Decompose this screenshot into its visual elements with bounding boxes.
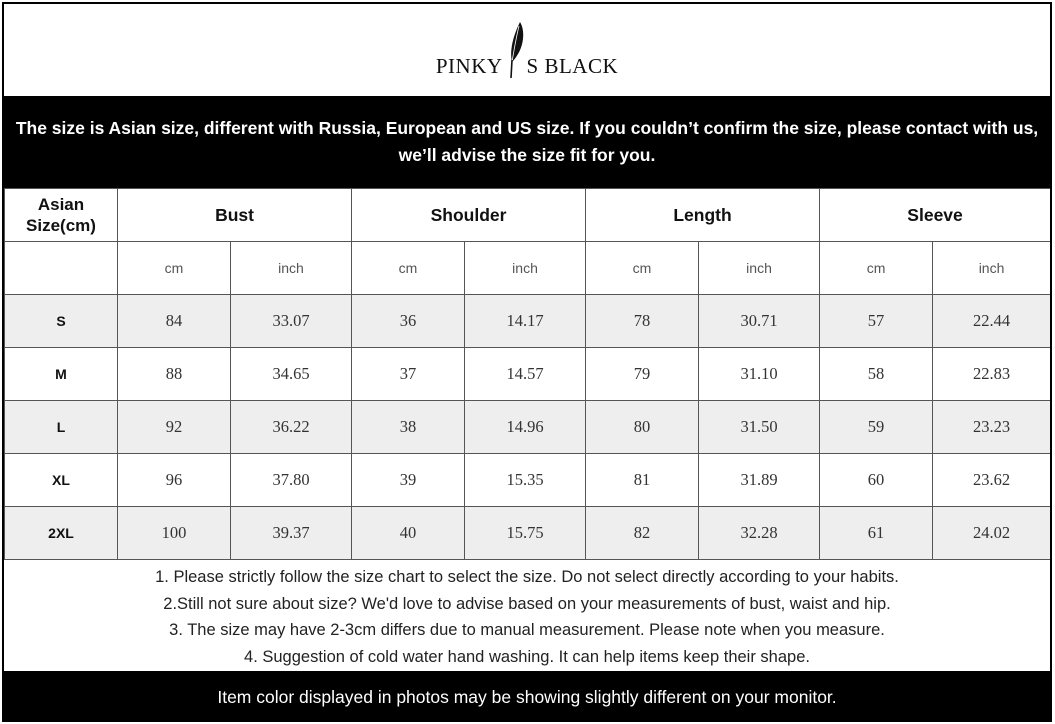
value-cell: 36: [352, 295, 465, 348]
unit-cell: cm: [820, 242, 933, 295]
size-cell: M: [5, 348, 118, 401]
unit-cell: inch: [699, 242, 820, 295]
value-cell: 92: [118, 401, 231, 454]
value-cell: 40: [352, 507, 465, 560]
size-chart-frame: [2, 2, 1052, 722]
value-cell: 33.07: [231, 295, 352, 348]
value-cell: 57: [820, 295, 933, 348]
note-line: 1. Please strictly follow the size chart to select the size. Do not select directly according to your habits.: [155, 568, 899, 586]
value-cell: 22.44: [933, 295, 1051, 348]
feather-icon: [504, 20, 526, 80]
value-cell: 60: [820, 454, 933, 507]
unit-cell: cm: [352, 242, 465, 295]
corner-label-line-1: Asian: [37, 195, 85, 214]
value-cell: 34.65: [231, 348, 352, 401]
care-notes: [4, 563, 1050, 671]
notice-bar: [4, 96, 1050, 188]
units-row: [5, 242, 1051, 295]
value-cell: 58: [820, 348, 933, 401]
unit-cell: inch: [465, 242, 586, 295]
value-cell: 61: [820, 507, 933, 560]
table-row: [5, 454, 1051, 507]
value-cell: 32.28: [699, 507, 820, 560]
value-cell: 14.17: [465, 295, 586, 348]
size-cell: XL: [5, 454, 118, 507]
value-cell: 100: [118, 507, 231, 560]
value-cell: 38: [352, 401, 465, 454]
corner-label-line-2: Size(cm): [26, 216, 96, 235]
group-header-shoulder: Shoulder: [352, 189, 586, 242]
group-header-length: Length: [586, 189, 820, 242]
table-row: [5, 295, 1051, 348]
unit-cell: cm: [586, 242, 699, 295]
note-line: 4. Suggestion of cold water hand washing. It can help items keep their shape.: [244, 648, 810, 667]
value-cell: 22.83: [933, 348, 1051, 401]
value-cell: 88: [118, 348, 231, 401]
footer-bar: [4, 671, 1050, 722]
value-cell: 80: [586, 401, 699, 454]
value-cell: 31.10: [699, 348, 820, 401]
note-line: 2.Still not sure about size? We'd love to advise based on your measurements of bust, waist and hip.: [163, 594, 891, 613]
value-cell: 79: [586, 348, 699, 401]
size-table: [4, 188, 1051, 560]
value-cell: 59: [820, 401, 933, 454]
brand-name-right: S BLACK: [526, 54, 619, 78]
group-header-bust: Bust: [118, 189, 352, 242]
brand-header: [4, 4, 1050, 96]
table-row: [5, 507, 1051, 560]
footer-text: Item color displayed in photos may be showing slightly different on your monitor.: [217, 687, 837, 707]
value-cell: 37.80: [231, 454, 352, 507]
group-header-sleeve: Sleeve: [820, 189, 1051, 242]
notice-line-1: The size is Asian size, different with Russia, European and US size. If you couldn’t confirm the size, please contact with us,: [15, 118, 1039, 138]
value-cell: 96: [118, 454, 231, 507]
value-cell: 23.62: [933, 454, 1051, 507]
value-cell: 39.37: [231, 507, 352, 560]
size-column-header: [5, 189, 118, 242]
size-cell: L: [5, 401, 118, 454]
value-cell: 23.23: [933, 401, 1051, 454]
value-cell: 14.57: [465, 348, 586, 401]
value-cell: 31.50: [699, 401, 820, 454]
unit-cell: inch: [933, 242, 1051, 295]
value-cell: 36.22: [231, 401, 352, 454]
value-cell: 24.02: [933, 507, 1051, 560]
brand-name-left: PINKY: [435, 54, 503, 78]
value-cell: 31.89: [699, 454, 820, 507]
units-corner: [5, 242, 118, 295]
value-cell: 14.96: [465, 401, 586, 454]
value-cell: 15.75: [465, 507, 586, 560]
unit-cell: cm: [118, 242, 231, 295]
note-line: 3. The size may have 2-3cm differs due to manual measurement. Please note when you measure.: [169, 621, 885, 640]
table-row: [5, 348, 1051, 401]
notice-line-2: we’ll advise the size fit for you.: [398, 145, 656, 165]
value-cell: 30.71: [699, 295, 820, 348]
value-cell: 37: [352, 348, 465, 401]
value-cell: 39: [352, 454, 465, 507]
unit-cell: inch: [231, 242, 352, 295]
value-cell: 84: [118, 295, 231, 348]
table-row: [5, 401, 1051, 454]
size-cell: S: [5, 295, 118, 348]
size-cell: 2XL: [5, 507, 118, 560]
value-cell: 82: [586, 507, 699, 560]
value-cell: 81: [586, 454, 699, 507]
value-cell: 78: [586, 295, 699, 348]
brand-logo: [436, 20, 618, 80]
table-header-row: [5, 189, 1051, 242]
value-cell: 15.35: [465, 454, 586, 507]
